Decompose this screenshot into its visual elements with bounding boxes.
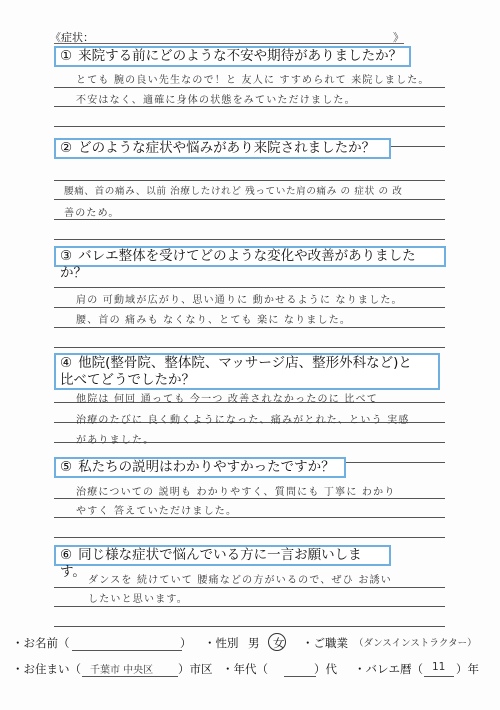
answer-text: したいと思います。 (88, 594, 188, 605)
name-label: ・お名前（ (12, 636, 70, 650)
question-4 (54, 353, 440, 390)
address-value: 千葉市 中央区 (90, 665, 154, 676)
address-label: ・お住まい（ (12, 662, 81, 676)
female-circle-mark (268, 633, 286, 651)
header-close: 》 (393, 31, 404, 44)
answer-text: 治療についての 説明も わかりやすく、質問にも 丁寧に わかり (76, 487, 396, 498)
answer-line (54, 606, 445, 607)
question-3 (54, 246, 446, 281)
question-text: 同じ様な症状で悩んでいる方に一言お願いします。 (60, 547, 362, 580)
answer-text: 治療のたびに 良く動くようになった、痛みがとれた、という 実感 (76, 415, 410, 426)
answer-line (54, 347, 445, 348)
address-field-line (82, 676, 178, 677)
question-text: どのような症状や悩みがあり来院されましたか？ (78, 140, 376, 156)
question-text: 私たちの説明はわかりやすかったですか？ (78, 459, 335, 475)
sex-male: 男 (248, 636, 260, 650)
age-field-line (284, 676, 316, 677)
answer-text: 善のため。 (64, 208, 120, 219)
ballet-suffix: ）年 (456, 662, 479, 676)
question-5 (54, 457, 346, 478)
age-suffix: ）代 (314, 662, 337, 676)
answer-line (54, 239, 445, 240)
footer-row-1 (12, 635, 492, 653)
question-number: ⑤ (60, 459, 73, 475)
question-2 (54, 138, 391, 159)
job-label: ・ご職業 (302, 636, 348, 650)
answer-text: 肩の 可動域が広がり、思い通りに 動かせるように なりました。 (76, 295, 403, 306)
answer-line (54, 307, 445, 308)
answer-line (54, 106, 445, 107)
question-number: ③ (60, 248, 73, 264)
question-text: バレエ整体を受けてどのような変化や改善がありましたか？ (60, 248, 416, 281)
answer-line (54, 287, 445, 288)
question-number: ⑥ (60, 547, 73, 563)
answer-line (54, 498, 445, 499)
ballet-value: 11 (432, 661, 446, 673)
question-text: 来院する前にどのような不安や期待がありましたか？ (78, 48, 403, 64)
answer-text: がありました。 (76, 435, 155, 446)
answer-line (54, 219, 445, 220)
answer-line (54, 180, 445, 181)
question-text: 他院(整骨院、整体院、マッサージ店、整形外科など)と (78, 355, 412, 371)
answer-line (54, 626, 445, 627)
answer-line (54, 199, 445, 200)
answer-line (54, 587, 445, 588)
answer-text: ダンスを 続けていて 腰痛などの方がいるので、ぜひ お誘い (88, 575, 392, 586)
ballet-field-line (424, 676, 454, 677)
name-close: ） (180, 636, 192, 650)
name-field-line (72, 650, 182, 651)
answer-text: 他院は 何回 通っても 今一つ 改善されなかったのに 比べて (76, 394, 378, 405)
answer-line (54, 537, 445, 538)
answer-text: 腰痛、首の痛み、以前 治療したけれど 残っていた肩の痛み の 症状 の 改 (64, 186, 403, 197)
question-number: ④ (60, 355, 73, 371)
question-6 (54, 545, 391, 580)
answer-text: とても 腕の良い先生なので！と 友人に すすめられて 来院しました。 (76, 75, 430, 86)
header-label: 《症状： (50, 31, 94, 44)
answer-line (54, 126, 445, 127)
question-number: ② (60, 140, 73, 156)
answer-line (54, 517, 445, 518)
sex-label: ・性別 (204, 636, 239, 650)
answer-text: 不安はなく、適確に身体の状態をみていただけました。 (76, 95, 356, 106)
question-1 (54, 46, 411, 67)
job-value: （ダンスインストラクター） (354, 638, 477, 649)
answer-line (54, 87, 445, 88)
footer-row-2 (12, 661, 492, 679)
question-text-line2: 比べてどうでしたか？ (60, 372, 195, 388)
ballet-label: ・バレエ暦（ (354, 662, 423, 676)
answer-text: やすく 答えていただけました。 (76, 506, 238, 517)
age-label: ・年代（ (222, 662, 268, 676)
city-suffix: ）市区 (178, 662, 213, 676)
answer-line (54, 327, 445, 328)
sex-female: 女 (273, 636, 285, 650)
symptom-header (50, 29, 404, 44)
question-number: ① (60, 48, 73, 64)
answer-text: 腰、首の 痛みも なくなり、とても 楽に なりました。 (76, 315, 352, 326)
